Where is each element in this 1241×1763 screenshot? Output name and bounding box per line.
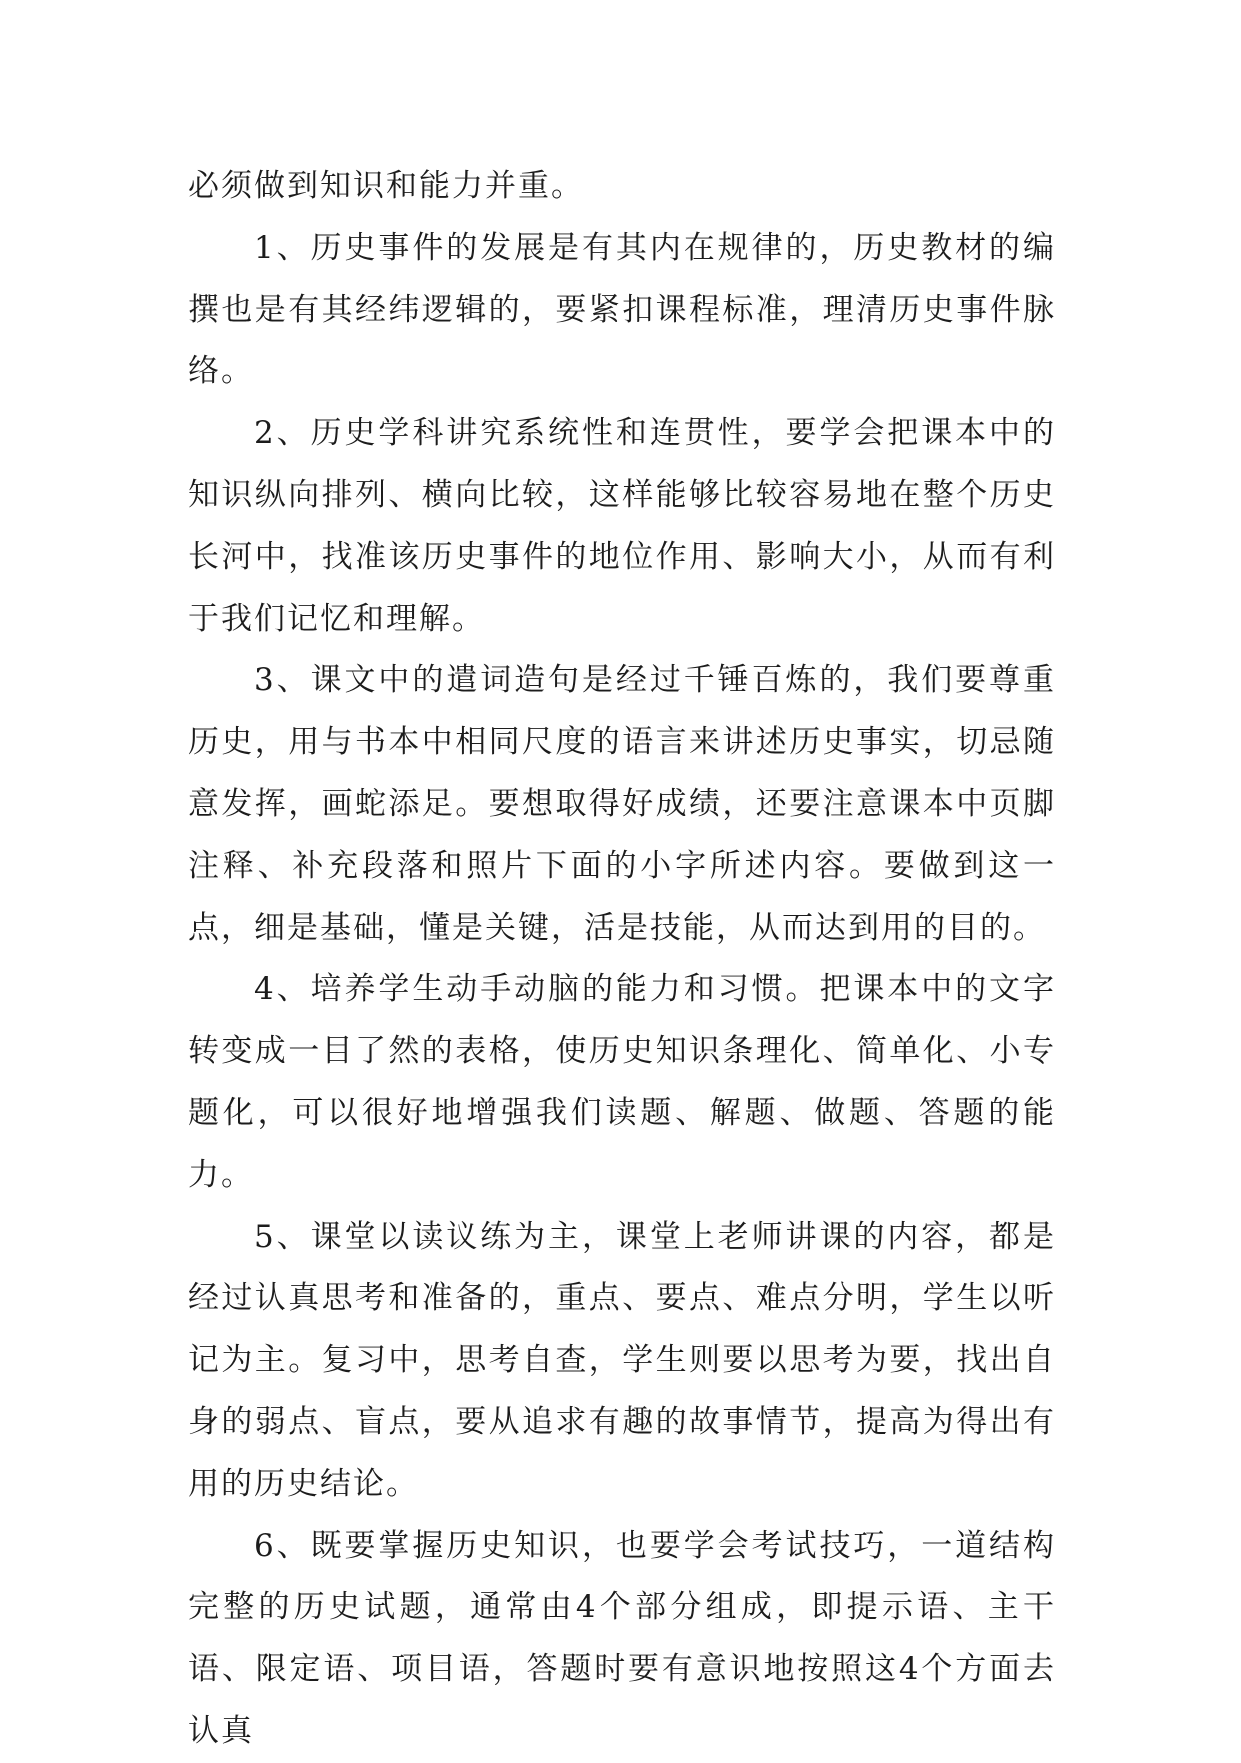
paragraph-1: 1、历史事件的发展是有其内在规律的，历史教材的编撰也是有其经纬逻辑的，要紧扣课程标准，理清历史事件脉络。 [188, 229, 1056, 390]
paragraph-5: 5、课堂以读议练为主，课堂上老师讲课的内容，都是经过认真思考和准备的，重点、要点、难点分明，学生以听记为主。复习中，思考自查，学生则要以思考为要，找出自身的弱点、盲点，要从追求有趣的故事情节，提高为得出有用的历史结论。 [188, 1218, 1056, 1502]
paragraph-2: 2、历史学科讲究系统性和连贯性，要学会把课本中的知识纵向排列、横向比较，这样能够比较容易地在整个历史长河中，找准该历史事件的地位作用、影响大小，从而有利于我们记忆和理解。 [188, 415, 1056, 637]
paragraph-4: 4、培养学生动手动脑的能力和习惯。把课本中的文字转变成一目了然的表格，使历史知识条理化、简单化、小专题化，可以很好地增强我们读题、解题、做题、答题的能力。 [188, 971, 1056, 1193]
document-body [188, 156, 1056, 1763]
paragraph-3: 3、课文中的遣词造句是经过千锤百炼的，我们要尊重历史，用与书本中相同尺度的语言来讲述历史事实，切忌随意发挥，画蛇添足。要想取得好成绩，还要注意课本中页脚注释、补充段落和照片下面的小字所述内容。要做到这一点，细是基础，懂是关键，活是技能，从而达到用的目的。 [188, 662, 1056, 946]
paragraph-0: 必须做到知识和能力并重。 [188, 168, 584, 204]
paragraph-6: 6、既要掌握历史知识，也要学会考试技巧，一道结构完整的历史试题，通常由4个部分组成，即提示语、主干语、限定语、项目语，答题时要有意识地按照这4个方面去认真 [188, 1527, 1056, 1749]
